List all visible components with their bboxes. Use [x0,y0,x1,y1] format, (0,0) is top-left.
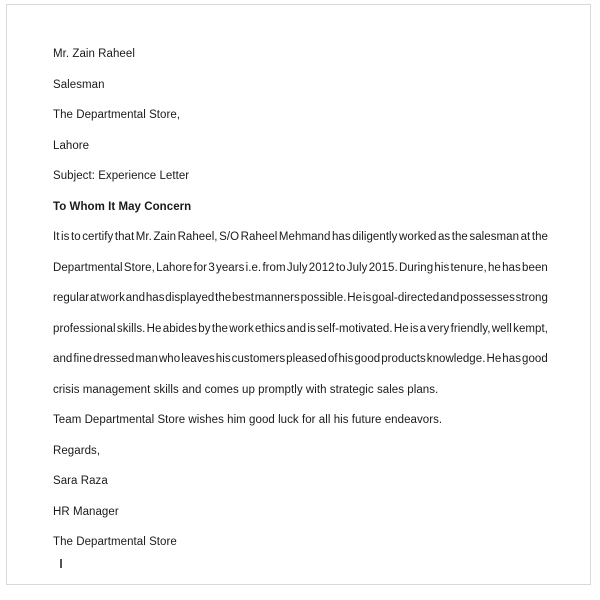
word: is [362,292,372,304]
word: has [145,292,165,304]
word: of [327,353,338,365]
body-line-4 [53,314,548,345]
word: who [158,353,181,365]
word: been [522,261,548,274]
word: that [114,231,135,243]
subject-line: Subject: Experience Letter [53,170,190,182]
signer-designation: HR Manager [53,505,119,518]
word: as [437,231,451,243]
word: Raheel, [177,231,218,243]
word: years [216,261,245,274]
word: manners [254,292,300,304]
word: for [193,261,208,274]
word: Raheel [240,231,278,243]
word: friendly, [450,322,491,335]
word: Lahore [156,261,193,274]
word: i.e. [245,261,262,274]
word: man [135,353,158,365]
word: During [398,261,434,274]
word: possible. [300,292,347,304]
word: salesman [469,231,520,243]
word: is [409,322,419,335]
word: dressed [93,353,135,365]
word: is [61,231,70,243]
word: Zain [153,231,177,243]
word: leaves [181,353,215,365]
word: It [53,231,60,243]
word: his [215,353,231,365]
word: and [286,322,307,335]
word: skills. [116,322,146,335]
text-cursor [60,559,62,568]
word: Departmental [53,261,123,274]
word: products [381,353,426,365]
word: work [100,292,125,304]
word: he [487,261,501,274]
body-line-3 [53,283,548,314]
word: July [346,261,368,274]
body-line-6: crisis management skills and comes up promptly with strategic sales plans. [53,383,439,396]
word: possesses [460,292,515,304]
word: worked [399,231,437,243]
word: He [486,353,502,365]
word: ethics [255,322,286,335]
sign-off: Regards, [53,444,101,457]
word: pleased [286,353,327,365]
word: He [393,322,409,335]
closing-line: Team Departmental Store wishes him good luck for all his future endeavors. [53,414,443,426]
recipient-name: Mr. Zain Raheel [53,48,135,60]
word: his [434,261,450,274]
word: a [419,322,427,335]
word: has [502,261,521,274]
word: fine [73,353,93,365]
word: and [439,292,460,304]
recipient-city: Lahore [53,139,90,152]
word: the [211,322,228,335]
word: diligently [352,231,398,243]
body-line-2 [53,253,548,284]
word: goal-directed [372,292,440,304]
word: certify [82,231,114,243]
word: knowledge. [426,353,486,365]
word: best [232,292,254,304]
word: strong [515,292,548,304]
word: self-motivated. [317,322,393,335]
word: 2015. [368,261,398,274]
word: kempt, [513,322,548,335]
word: displayed [165,292,215,304]
word: at [89,292,100,304]
word: and [125,292,146,304]
word: very [427,322,450,335]
word: the [451,231,468,243]
word: at [520,231,531,243]
signer-name: Sara Raza [53,475,108,487]
word: 2012 [308,261,335,274]
body-line-5 [53,344,548,375]
salutation: To Whom It May Concern [53,200,192,213]
recipient-designation: Salesman [53,78,105,91]
word: Mr. [135,231,152,243]
word: has [502,353,521,365]
word: good [354,353,381,365]
word: by [198,322,211,335]
word: from [262,261,286,274]
word: He [146,322,162,335]
word: professional [53,322,116,335]
document-page [6,4,591,585]
word: tenure, [450,261,487,274]
word: Mehmand [278,231,331,243]
word: the [215,292,232,304]
word: the [531,231,548,243]
word: S/O [219,231,240,243]
recipient-organization: The Departmental Store, [53,109,181,121]
word: July [286,261,308,274]
word: to [71,231,81,243]
word: work [229,322,254,335]
word: abides [162,322,197,335]
word: well [491,322,512,335]
word: his [338,353,354,365]
signer-organization: The Departmental Store [53,536,177,548]
word: customers [231,353,286,365]
letter-body[interactable] [53,39,548,558]
word: to [335,261,346,274]
word: regular [53,292,90,304]
word: good [522,353,548,365]
body-line-1 [53,222,548,253]
word: is [307,322,316,335]
word: and [53,353,73,365]
word: 3 [208,261,215,274]
word: has [331,231,351,243]
word: He [347,292,363,304]
word: Store, [123,261,155,274]
